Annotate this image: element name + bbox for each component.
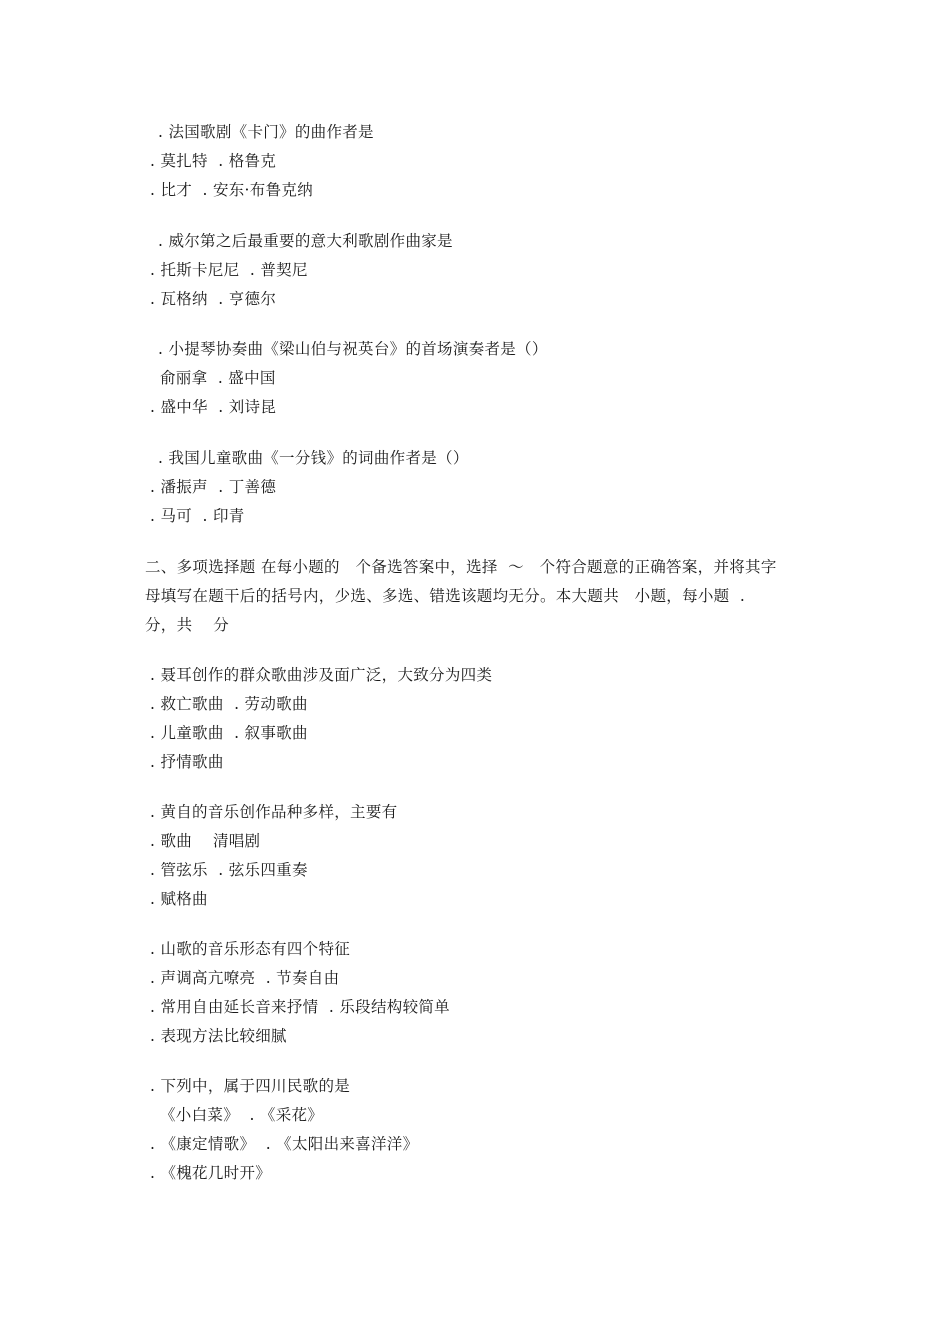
- option-line: . 表现方法比较细腻: [150, 1027, 287, 1045]
- question-stem: . 法国歌剧《卡门》的曲作者是: [158, 123, 374, 141]
- question-3: [0, 335, 950, 422]
- option-line: . 瓦格纳 . 亨德尔: [150, 290, 277, 308]
- section-heading-line: 分，共 分: [145, 616, 230, 634]
- question-7: [0, 935, 950, 1051]
- question-stem: . 小提琴协奏曲《梁山伯与祝英台》的首场演奏者是（）: [158, 340, 548, 358]
- option-line: . 赋格曲: [150, 890, 208, 908]
- section-2-heading: [0, 553, 950, 640]
- option-line: . 马可 . 印青: [150, 507, 245, 525]
- option-line: . 常用自由延长音来抒情 . 乐段结构较简单: [150, 998, 450, 1016]
- option-line: . 潘振声 . 丁善德: [150, 478, 277, 496]
- option-line: . 盛中华 . 刘诗昆: [150, 398, 277, 416]
- question-stem: . 山歌的音乐形态有四个特征: [150, 940, 351, 958]
- question-6: [0, 798, 950, 914]
- question-stem: . 威尔第之后最重要的意大利歌剧作曲家是: [158, 232, 453, 250]
- question-stem: . 下列中，属于四川民歌的是: [150, 1077, 351, 1095]
- option-line: . 抒情歌曲: [150, 753, 224, 771]
- question-stem: . 我国儿童歌曲《一分钱》的词曲作者是（）: [158, 449, 469, 467]
- question-stem: . 黄自的音乐创作品种多样，主要有: [150, 803, 398, 821]
- option-line: . 托斯卡尼尼 . 普契尼: [150, 261, 308, 279]
- question-4: [0, 444, 950, 531]
- question-8: [0, 1072, 950, 1188]
- question-stem: . 聂耳创作的群众歌曲涉及面广泛，大致分为四类: [150, 666, 493, 684]
- question-5: [0, 661, 950, 777]
- question-2: [0, 227, 950, 314]
- section-heading-line: 母填写在题干后的括号内，少选、多选、错选该题均无分。本大题共 小题，每小题 .: [145, 587, 746, 605]
- question-1: [0, 118, 950, 205]
- option-line: . 《槐花几时开》: [150, 1164, 272, 1182]
- option-line: 《小白菜》 . 《采花》: [160, 1106, 324, 1124]
- option-line: . 救亡歌曲 . 劳动歌曲: [150, 695, 308, 713]
- option-line: . 歌曲 清唱剧: [150, 832, 261, 850]
- option-line: 俞丽拿 . 盛中国: [160, 369, 276, 387]
- option-line: . 声调高亢嘹亮 . 节奏自由: [150, 969, 340, 987]
- option-line: . 儿童歌曲 . 叙事歌曲: [150, 724, 308, 742]
- option-line: . 管弦乐 . 弦乐四重奏: [150, 861, 308, 879]
- option-line: . 《康定情歌》 . 《太阳出来喜洋洋》: [150, 1135, 419, 1153]
- option-line: . 莫扎特 . 格鲁克: [150, 152, 277, 170]
- section-heading-line: 二、多项选择题 在每小题的 个备选答案中，选择 ～ 个符合题意的正确答案，并将其字: [145, 558, 777, 576]
- option-line: . 比才 . 安东·布鲁克纳: [150, 181, 313, 199]
